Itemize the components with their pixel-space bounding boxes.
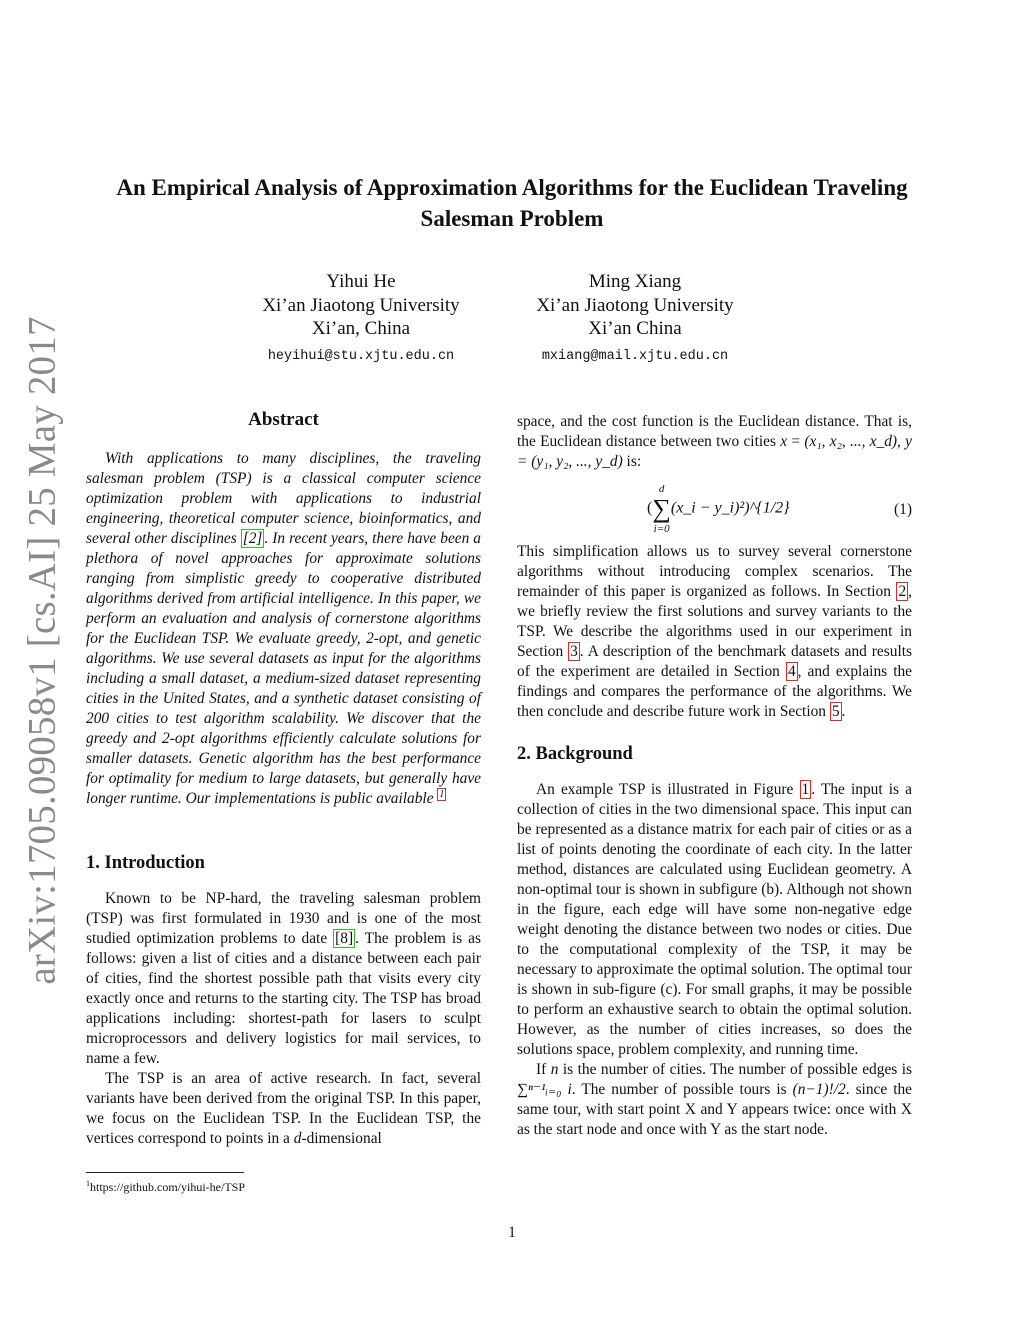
citation-link[interactable]: [2] <box>242 530 263 547</box>
footnote-divider <box>86 1172 244 1173</box>
body-text: This simplification allows us to survey several cornerstone algorithms without introducing complex scenarios. The remainder of this paper is organized as follows. In Section <box>517 543 912 600</box>
math-operator: = <box>787 433 805 450</box>
author-name: Yihui He <box>326 271 396 292</box>
equation-body <box>647 482 790 536</box>
arxiv-identifier <box>18 315 66 985</box>
author-affiliation: Xi’an Jiaotong University <box>262 294 460 316</box>
author-email[interactable]: mxiang@mail.xjtu.edu.cn <box>541 348 729 364</box>
math-expression: ∑ⁿ⁻¹ᵢ₌₀ i <box>517 1081 572 1098</box>
sum-upper-limit: d <box>658 483 665 495</box>
section-link[interactable]: 4 <box>787 663 796 680</box>
body-text: , we briefly review the first solutions and survey variants to the TSP. We describe the algorithms used in our experiment in Section <box>517 583 912 660</box>
page-number: 1 <box>508 1224 516 1241</box>
body-text: . A description of the benchmark datasets and results of the experiment are detailed in Section <box>517 643 912 680</box>
equation-open-paren: ( <box>647 499 653 517</box>
author-location: Xi’an China <box>588 318 682 339</box>
body-text: , and explains the findings and compares the performance of the algorithms. We then conclude and describe future work in Section <box>517 663 912 720</box>
equation-expression: (x_i − y_i)²)^{1/2} <box>670 499 790 517</box>
body-text: If <box>536 1061 551 1078</box>
author-block-1 <box>211 270 511 368</box>
author-block-2 <box>485 270 785 368</box>
body-text: . <box>841 703 846 720</box>
abstract-heading: Abstract <box>248 409 319 430</box>
body-text: The TSP is an area of active research. In fact, several variants have been derived from the original TSP. In this paper, we focus on the Euclidean TSP. In the Euclidean TSP, the vertices correspond to points in a <box>86 1070 481 1147</box>
section-link[interactable]: 3 <box>570 643 578 660</box>
abstract-paragraph <box>86 449 481 809</box>
section-heading-introduction: 1. Introduction <box>86 853 205 873</box>
left-column <box>86 408 481 1149</box>
abstract-text: With applications to many disciplines, the traveling salesman problem (TSP) is a classical computer science optimization problem with applications to industrial engineering, theoretical computer science, bioinformatics, and several other disciplines <box>86 450 481 547</box>
author-affiliation: Xi’an Jiaotong University <box>536 294 734 316</box>
body-text: An example TSP is illustrated in Figure <box>536 781 800 798</box>
author-name: Ming Xiang <box>588 271 682 292</box>
math-variable: x <box>780 433 788 450</box>
body-text: is: <box>622 453 642 470</box>
paper-title: An Empirical Analysis of Approximation Algorithms for the Euclidean Traveling Salesman Problem <box>116 175 908 231</box>
body-text: -dimensional <box>301 1130 382 1147</box>
equation-number: (1) <box>894 501 912 518</box>
sigma-symbol: ∑ <box>652 494 671 523</box>
body-paragraph <box>86 1069 481 1149</box>
math-variable: d <box>293 1130 302 1147</box>
section-link[interactable]: 5 <box>831 703 840 720</box>
body-text: . The problem is as follows: given a list of cities and a distance between each pair of cities, find the shortest possible path that visits every city exactly once and returns to the starting city. The TSP has broad applications including: shortest-path for lasers to sculpt microprocessors and delivery logistics for mail services, to name a few. <box>86 930 481 1067</box>
body-text: space, and the cost function is the Euclidean distance. That is, the Euclidean distance between two cities <box>517 413 912 450</box>
body-paragraph <box>86 889 481 1069</box>
body-text: . since the same tour, with start point X and Y appears twice: once with X as the start node and once with Y as the start node. <box>517 1081 912 1138</box>
math-expression: (n−1)!/2 <box>792 1081 846 1098</box>
figure-link[interactable]: 1 <box>801 781 810 798</box>
abstract-text: . In recent years, there have been a plethora of novel approaches for approximate solutions ranging from simplistic greedy to cooperative distributed algorithms derived from artificial intelligence. In this paper, we perform an evaluation and analysis of cornerstone algorithms for the Euclidean TSP. We evaluate greedy, 2-opt, and genetic algorithms. We use several datasets as input for the algorithms including a small dataset, a medium-sized dataset representing cities in the United States, and a synthetic dataset consisting of 200 cities to test algorithm scalability. We discover that the greedy and 2-opt algorithms efficiently calculate solutions for smaller datasets. Genetic algorithm has the best performance for optimality for medium to large datasets, but generally have longer runtime. Our implementations is public available <box>86 530 481 807</box>
body-text: . The input is a collection of cities in the two dimensional space. This input can be represented as a distance matrix for each pair of cities or as a list of points denoting the coordinate of each city. In the latter method, distances are calculated using Euclidean geometry. A non-optimal tour is shown in subfigure (b). Although not shown in the figure, each edge will have some non-negative edge weight denoting the distance between two nodes or cities. Due to the computational complexity of the TSP, it may be necessary to approximate the optimal solution. The optimal tour is shown in sub-figure (c). For small graphs, it may be possible to perform an exhaustive search to obtain the optimal solution. However, as the number of cities increases, so does the solutions space, problem complexity, and running time. <box>517 781 913 1058</box>
body-text: Known to be NP-hard, the traveling salesman problem (TSP) was first formulated in 1930 and is one of the most studied optimization problems to date <box>86 890 481 947</box>
body-paragraph <box>517 542 912 722</box>
arxiv-identifier-text: arXiv:1705.09058v1 [cs.AI] 25 May 2017 <box>20 315 64 985</box>
author-email[interactable]: heyihui@stu.xjtu.edu.cn <box>267 348 455 364</box>
citation-link[interactable]: [8] <box>335 930 354 947</box>
equation-1 <box>517 476 912 538</box>
body-paragraph <box>517 412 912 472</box>
sum-lower-limit: i=0 <box>653 523 670 535</box>
section-link[interactable]: 2 <box>898 583 907 600</box>
footnote-url[interactable]: https://github.com/yihui-he/TSP <box>90 1180 246 1194</box>
author-location: Xi’an, China <box>311 318 411 339</box>
body-paragraph <box>517 1060 912 1140</box>
footnote <box>86 1176 245 1195</box>
right-column <box>517 412 912 1140</box>
summation <box>652 482 671 536</box>
body-paragraph <box>517 780 912 1060</box>
footnote-link[interactable]: 1 <box>439 788 445 800</box>
footnote-mark: 1 <box>86 1179 90 1188</box>
math-variable: n <box>550 1061 559 1078</box>
body-text: . The number of possible tours is <box>571 1081 793 1098</box>
section-heading-background: 2. Background <box>517 744 633 764</box>
body-text: is the number of cities. The number of possible edges is <box>558 1061 912 1078</box>
math-expression: (x₁, x₂, ..., x_d), y = (y₁, y₂, ..., y_d) <box>517 433 912 470</box>
